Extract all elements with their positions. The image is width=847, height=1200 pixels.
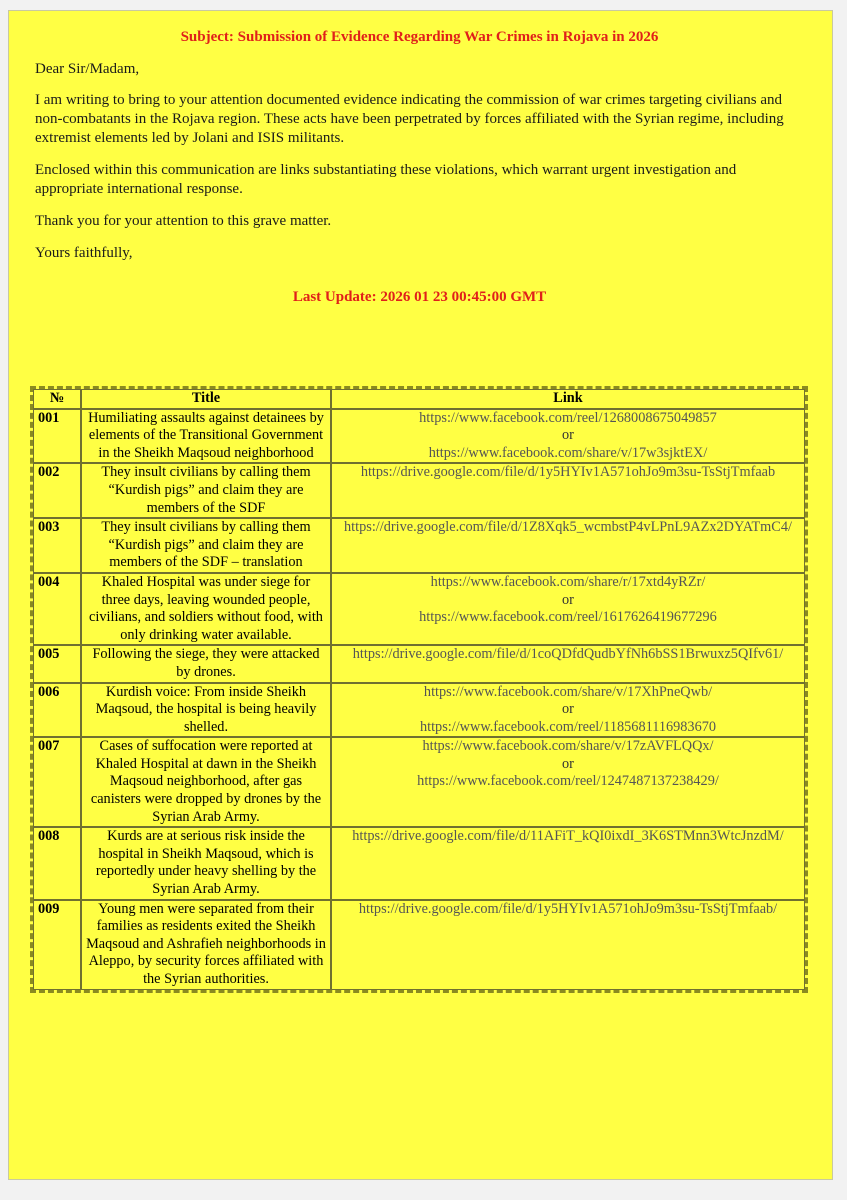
row-number: 005: [33, 645, 81, 682]
row-links: [331, 518, 805, 573]
row-number: 009: [33, 900, 81, 990]
salutation: Dear Sir/Madam,: [35, 61, 140, 77]
row-links: [331, 900, 805, 990]
header-number: №: [33, 389, 81, 409]
table-body: [33, 409, 805, 990]
header-link: Link: [331, 389, 805, 409]
row-number: 004: [33, 573, 81, 645]
row-links: [331, 827, 805, 899]
row-links: [331, 737, 805, 827]
row-title: They insult civilians by calling them “Kurdish pigs” and claim they are members of the SDF: [81, 463, 331, 518]
subject-line: Subject: Submission of Evidence Regarding War Crimes in Rojava in 2026: [180, 29, 659, 45]
table-row: [33, 900, 805, 990]
paragraph-enclosed: Enclosed within this communication are links substantiating these violations, which warrant urgent investigation and appropriate international response.: [35, 162, 737, 197]
evidence-link[interactable]: https://drive.google.com/file/d/1Z8Xqk5_wcmbstP4vLPnL9AZx2DYATmC4/: [344, 519, 792, 536]
table-row: [33, 827, 805, 899]
row-title: Khaled Hospital was under siege for three days, leaving wounded people, civilians, and soldiers without food, with only drinking water available.: [81, 573, 331, 645]
row-number: 006: [33, 683, 81, 738]
row-title: Following the siege, they were attacked by drones.: [81, 645, 331, 682]
evidence-link[interactable]: https://drive.google.com/file/d/11AFiT_kQI0ixdI_3K6STMnn3WtcJnzdM/: [352, 828, 784, 845]
evidence-link[interactable]: https://drive.google.com/file/d/1y5HYIv1A571ohJo9m3su-TsStjTmfaab: [360, 464, 776, 481]
row-title: Young men were separated from their families as residents exited the Sheikh Maqsoud and Ashrafieh neighborhoods in Aleppo, by security forces affiliated with the Syrian authorities.: [81, 900, 331, 990]
row-number: 001: [33, 409, 81, 464]
row-title: Cases of suffocation were reported at Khaled Hospital at dawn in the Sheikh Maqsoud neighborhood, after gas canisters were dropped by drones by the Syrian Arab Army.: [81, 737, 331, 827]
row-title: Humiliating assaults against detainees by elements of the Transitional Government in the Sheikh Maqsoud neighborhood: [81, 409, 331, 464]
evidence-link[interactable]: https://www.facebook.com/reel/1617626419677296: [419, 609, 717, 626]
table-row: [33, 409, 805, 464]
header-title: Title: [81, 389, 331, 409]
or-separator: or: [562, 591, 574, 608]
last-update: Last Update: 2026 01 23 00:45:00 GMT: [292, 289, 547, 305]
paragraph-thanks: Thank you for your attention to this grave matter.: [35, 213, 332, 229]
evidence-link[interactable]: https://www.facebook.com/share/r/17xtd4yRZr/: [430, 573, 706, 590]
table-header-row: [33, 389, 805, 409]
row-number: 002: [33, 463, 81, 518]
evidence-link[interactable]: https://www.facebook.com/reel/1268008675049857: [419, 409, 717, 426]
evidence-link[interactable]: https://www.facebook.com/reel/1247487137238429/: [417, 773, 719, 790]
evidence-link[interactable]: https://drive.google.com/file/d/1y5HYIv1A571ohJo9m3su-TsStjTmfaab/: [358, 900, 778, 917]
or-separator: or: [562, 427, 574, 444]
evidence-link[interactable]: https://www.facebook.com/share/v/17w3sjktEX/: [428, 444, 708, 461]
row-number: 008: [33, 827, 81, 899]
evidence-link[interactable]: https://drive.google.com/file/d/1coQDfdQudbYfNh6bSS1Brwuxz5QIfv61/: [352, 646, 784, 663]
evidence-link[interactable]: https://www.facebook.com/share/v/17XhPneQwb/: [423, 683, 713, 700]
table-row: [33, 573, 805, 645]
evidence-table: [30, 386, 808, 993]
row-number: 007: [33, 737, 81, 827]
row-links: [331, 645, 805, 682]
paragraph-intro: I am writing to bring to your attention documented evidence indicating the commission of war crimes targeting civilians and non-combatants in the Rojava region. These acts have been perpetrated by forces affiliated with the Syrian regime, including extremist elements led by Jolani and ISIS militants.: [35, 92, 784, 146]
row-number: 003: [33, 518, 81, 573]
or-separator: or: [562, 701, 574, 718]
evidence-link[interactable]: https://www.facebook.com/share/v/17zAVFLQQx/: [422, 738, 714, 755]
row-links: [331, 463, 805, 518]
table-row: [33, 518, 805, 573]
closing: Yours faithfully,: [35, 245, 133, 261]
table-row: [33, 737, 805, 827]
row-title: Kurds are at serious risk inside the hospital in Sheikh Maqsoud, which is reportedly under heavy shelling by the Syrian Arab Army.: [81, 827, 331, 899]
row-links: [331, 683, 805, 738]
row-links: [331, 573, 805, 645]
or-separator: or: [562, 755, 574, 772]
row-title: They insult civilians by calling them “Kurdish pigs” and claim they are members of the SDF – translation: [81, 518, 331, 573]
table-row: [33, 463, 805, 518]
row-links: [331, 409, 805, 464]
table-row: [33, 683, 805, 738]
evidence-link[interactable]: https://www.facebook.com/reel/1185681116983670: [419, 718, 717, 735]
table-row: [33, 645, 805, 682]
row-title: Kurdish voice: From inside Sheikh Maqsoud, the hospital is being heavily shelled.: [81, 683, 331, 738]
